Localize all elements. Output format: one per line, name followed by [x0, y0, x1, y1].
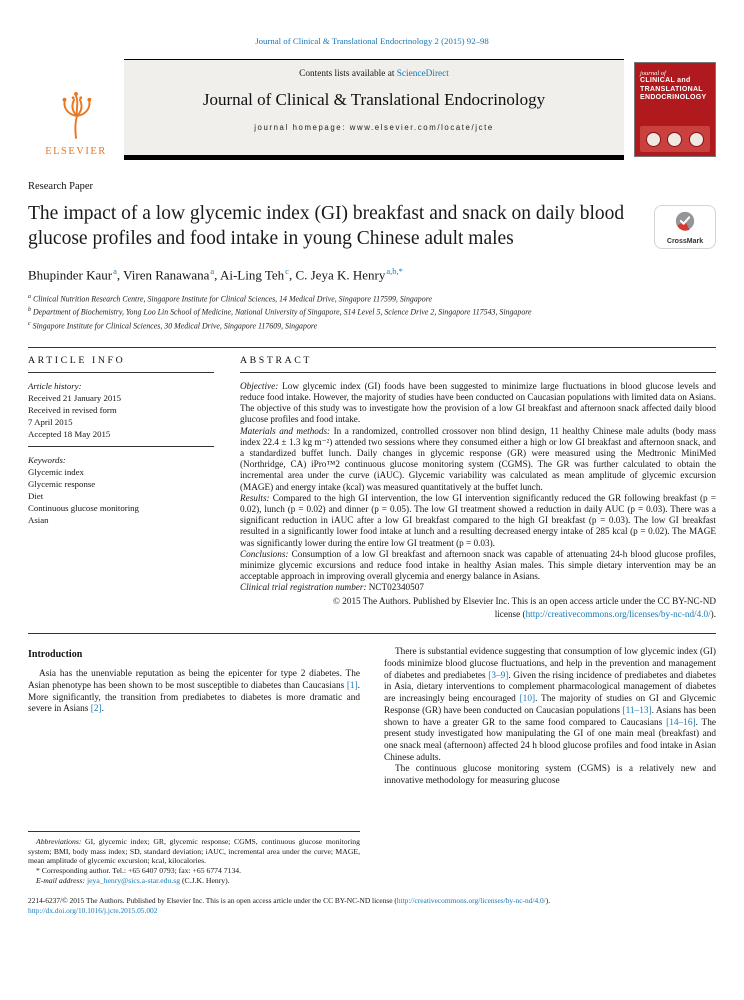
contents-line	[124, 69, 624, 79]
body-right-column	[384, 647, 716, 885]
affiliation-line: $^a$ Clinical Nutrition Research Centre, Singapore Institute for Clinical Sciences, 14 Medical Drive, Singapore 117599, Singapore	[28, 294, 432, 304]
email-link[interactable]: jeya_henry@sics.a-star.edu.sg	[86, 875, 181, 885]
crossmark-label: CrossMark	[666, 238, 704, 245]
author-name: Bhupinder Kaur	[28, 267, 113, 283]
right-paragraphs	[384, 647, 716, 787]
keyword: Diet	[28, 490, 44, 501]
author-affiliation-sup[interactable]: a,b,*	[386, 266, 403, 276]
keyword: Asian	[28, 514, 49, 525]
abstract-paragraph: Materials and methods: In a randomized, controlled crossover non blind design, 11 healthy Chinese male adults (body mass index 22.4 ± 1.3 kg m⁻²) attended two sessions where they consumed either a high or low GI breakfast and afternoon snack, and a standardized buffet lunch. Daily changes in glycemic response (GR) were measured using the Medtronic MiniMed (Northridge, CA) iPro™2 continuous glucose monitoring system (CGMS). The GR was further calculated to obtain the incremental area under the curve (iAUC). Glycemic variability was calculated as mean amplitude of glycemic excursion (MAGE) and energy intake (kcal) was measured quantitatively at the buffet lunch.	[240, 425, 716, 492]
citation-link[interactable]: [3–9]	[488, 670, 509, 681]
history-list	[28, 392, 214, 440]
left-paragraphs	[28, 669, 360, 716]
divider	[28, 446, 214, 447]
affiliation-line: $^b$ Department of Biochemistry, Yong Loo Lin School of Medicine, National University of Singapore, S14 Level 5, Science Drive 2, Singapore 117543, Singapore	[28, 307, 532, 318]
abbreviations-text: GI, glycemic index; GR, glycemic response; CGMS, continuous glucose monitoring system; BMI, body mass index; SD, standard deviation; iAUC, incremental area under the curve; MAGE, mean amplitude of glycemic excursion; kcal, kilocalories.	[28, 836, 360, 866]
journal-cover-thumbnail[interactable]	[634, 62, 716, 157]
url-link[interactable]: http://creativecommons.org/licenses/by-nc-nd/4.0/	[396, 896, 546, 906]
history-label: Article history:	[28, 380, 82, 391]
cover-photo-dot	[646, 132, 661, 147]
abstract-paragraph: Objective: Low glycemic index (GI) foods have been suggested to minimize large fluctuations in blood glucose levels and reduce food intake. However, the majority of studies have been conducted on Caucasian populations with limited data on Asians. The objective of this study was to investigate how the provision of a low GI breakfast and afternoon snack affected daily blood glucose profiles and food intake.	[240, 380, 716, 425]
keyword: Continuous glucose monitoring	[28, 502, 139, 513]
abbreviations-label: Abbreviations:	[36, 836, 82, 846]
abstract-copyright-line2: license (http://creativecommons.org/licenses/by-nc-nd/4.0/).	[494, 608, 716, 619]
abbreviations-footnote	[28, 837, 360, 866]
body-paragraph: The continuous glucose monitoring system (CGMS) is a relatively new and innovative methodology for measuring glucose	[384, 764, 716, 787]
body-paragraph: Asia has the unenviable reputation as being the epicenter for type 2 diabetes. The Asian phenotype has been shown to be most susceptible to diabetes than Caucasians [1]. More significantly, the transition from prediabetes to diabetes is more dramatic and severe in Asians [2].	[28, 669, 360, 715]
elsevier-wordmark: ELSEVIER	[45, 146, 107, 157]
divider	[240, 372, 716, 373]
email-suffix: (C.J.K. Henry).	[182, 875, 230, 885]
abstract-paragraph: Clinical trial registration number: NCT02340507	[240, 582, 424, 593]
page-footer	[28, 896, 716, 916]
history-line: Received in revised form	[28, 404, 117, 415]
corresponding-author-footnote: * Corresponding author. Tel.: +65 6407 0793; fax: +65 6774 7134.	[36, 865, 242, 875]
article-history-block	[28, 380, 214, 440]
abstract-header: ABSTRACT	[240, 354, 312, 366]
author-affiliation-sup[interactable]: c	[285, 266, 289, 276]
crossmark-badge[interactable]	[654, 205, 716, 249]
keyword: Glycemic response	[28, 478, 96, 489]
article-info-header: ARTICLE INFO	[28, 354, 126, 366]
email-footnote	[28, 876, 360, 886]
url-link[interactable]: http://creativecommons.org/licenses/by-nc-nd/4.0/	[525, 608, 711, 619]
citation-link[interactable]: [10]	[519, 694, 536, 705]
doi-link[interactable]: http://dx.doi.org/10.1016/j.jcte.2015.05.002	[28, 906, 158, 916]
journal-homepage-link[interactable]: journal homepage: www.elsevier.com/locate/jcte	[254, 123, 494, 132]
citation-link[interactable]: [14–16]	[666, 717, 696, 728]
footnote-block	[28, 831, 360, 886]
author-name: C. Jeya K. Henry	[295, 267, 386, 283]
abstract-paragraph: Results: Compared to the high GI intervention, the low GI intervention significantly reduced the GR following breakfast (p = 0.02), lunch (p = 0.02) and dinner (p = 0.05). The low GI treatment showed a reduction in daily AUC (p = 0.03). There was a significant reduction in iAUC after a low GI breakfast compared to the high GI breakfast (p = 0.03). The low GI breakfast resulted in a significantly lower food intake at lunch and a resulting decreased energy intake of 285 kcal (p = 0.02). The MAGE was significantly lower during the entire low GI treatment (p = 0.03).	[240, 492, 716, 548]
email-label: E-mail address:	[36, 875, 86, 885]
article-info-column	[28, 355, 214, 621]
info-abstract-section	[28, 347, 716, 621]
sciencedirect-link[interactable]: ScienceDirect	[396, 69, 449, 79]
keywords-block	[28, 454, 214, 526]
journal-title: Journal of Clinical & Translational Endocrinology	[202, 90, 546, 109]
author-affiliation-sup[interactable]: a	[113, 266, 117, 276]
footnote-divider	[28, 831, 360, 832]
contents-prefix: Contents lists available at	[299, 69, 397, 79]
history-line: Accepted 18 May 2015	[28, 428, 111, 439]
crossmark-icon	[674, 219, 696, 236]
article-type-label: Research Paper	[28, 181, 94, 192]
citation-link[interactable]: [1]	[346, 681, 358, 692]
body-left-column	[28, 647, 360, 885]
article-body	[28, 647, 716, 885]
journal-citation-link[interactable]: Journal of Clinical & Translational Endocrinology 2 (2015) 92–98	[255, 36, 489, 46]
keywords-list	[28, 466, 214, 526]
cover-journal-of: journal of	[640, 70, 666, 77]
elsevier-logo[interactable]	[28, 59, 124, 160]
masthead-cover-area	[624, 59, 716, 160]
author-affiliation-sup[interactable]: a	[210, 266, 215, 276]
article-title: The impact of a low glycemic index (GI) breakfast and snack on daily blood glucose profiles and food intake in young Chinese adult males	[28, 203, 625, 249]
affiliation-line: $^c$ Singapore Institute for Clinical Sciences, 30 Medical Drive, Singapore 117609, Singapore	[28, 320, 318, 331]
abstract-paragraph: Conclusions: Consumption of a low GI breakfast and afternoon snack was capable of attenuating 24-h blood glucose profiles, minimize glycemic excursions and reduce food intake in healthy Asian males. This simple dietary intervention may be an acceptable approach in improving overall glycemia and energy balance in Asians.	[240, 548, 716, 582]
cover-title-line: TRANSLATIONAL	[640, 85, 703, 93]
cover-photo-dot	[689, 132, 704, 147]
author-line: Bhupinder Kaur$^a$, Viren Ranawana$^a$, Ai-Ling Teh$^c$, C. Jeya K. Henry$^{a,b,*}$	[28, 266, 403, 283]
masthead	[28, 59, 716, 160]
divider	[28, 372, 214, 373]
cover-title-line: CLINICAL and	[640, 77, 691, 84]
body-paragraph: There is substantial evidence suggesting that consumption of low glycemic index (GI) foods minimize blood glucose fluctuations, and help in the prevention and management of diabetes and prediabetes [3–9]. Given the rising incidence of prediabetes and diabetes in Asia, dietary interventions to complement pharmacological management of diabetes are increasingly being encouraged [10]. The majority of studies on GI and Glycemic Response (GR) have been conducted on Caucasian populations [11–13]. Asians has been shown to have a greater GR to the same food compared to Caucasians [14–16]. The present study investigated how manipulating the GI of one main meal (breakfast) and one snack meal (afternoon) affected 24 h blood glucose profiles and food intake in Asian Chinese adults.	[384, 647, 717, 763]
history-line: 7 April 2015	[28, 416, 73, 427]
affiliation-list	[28, 292, 716, 331]
divider	[28, 633, 716, 634]
cover-photo-dot	[667, 132, 682, 147]
abstract-body	[240, 381, 716, 594]
citation-link[interactable]: [11–13]	[622, 705, 652, 716]
elsevier-tree-icon	[54, 90, 98, 145]
author-name: Ai-Ling Teh	[219, 267, 285, 283]
abstract-column	[240, 355, 716, 621]
abstract-copyright-line1: © 2015 The Authors. Published by Elsevier Inc. This is an open access article under the CC BY-NC-ND	[332, 595, 716, 606]
keyword: Glycemic index	[28, 466, 84, 477]
title-row	[28, 201, 716, 251]
author-name: Viren Ranawana	[123, 267, 210, 283]
cover-images	[640, 126, 710, 152]
keywords-label: Keywords:	[28, 454, 66, 465]
cover-title-line: ENDOCRINOLOGY	[640, 94, 707, 101]
history-line: Received 21 January 2015	[28, 392, 122, 403]
masthead-center	[124, 59, 624, 160]
footer-license-line: 2214-6237/© 2015 The Authors. Published by Elsevier Inc. This is an open access article under the CC BY-NC-ND license (http://creativecommons.org/licenses/by-nc-nd/4.0/).	[28, 896, 551, 906]
citation-link[interactable]: [2]	[90, 704, 102, 715]
section-heading-introduction: Introduction	[28, 649, 83, 661]
